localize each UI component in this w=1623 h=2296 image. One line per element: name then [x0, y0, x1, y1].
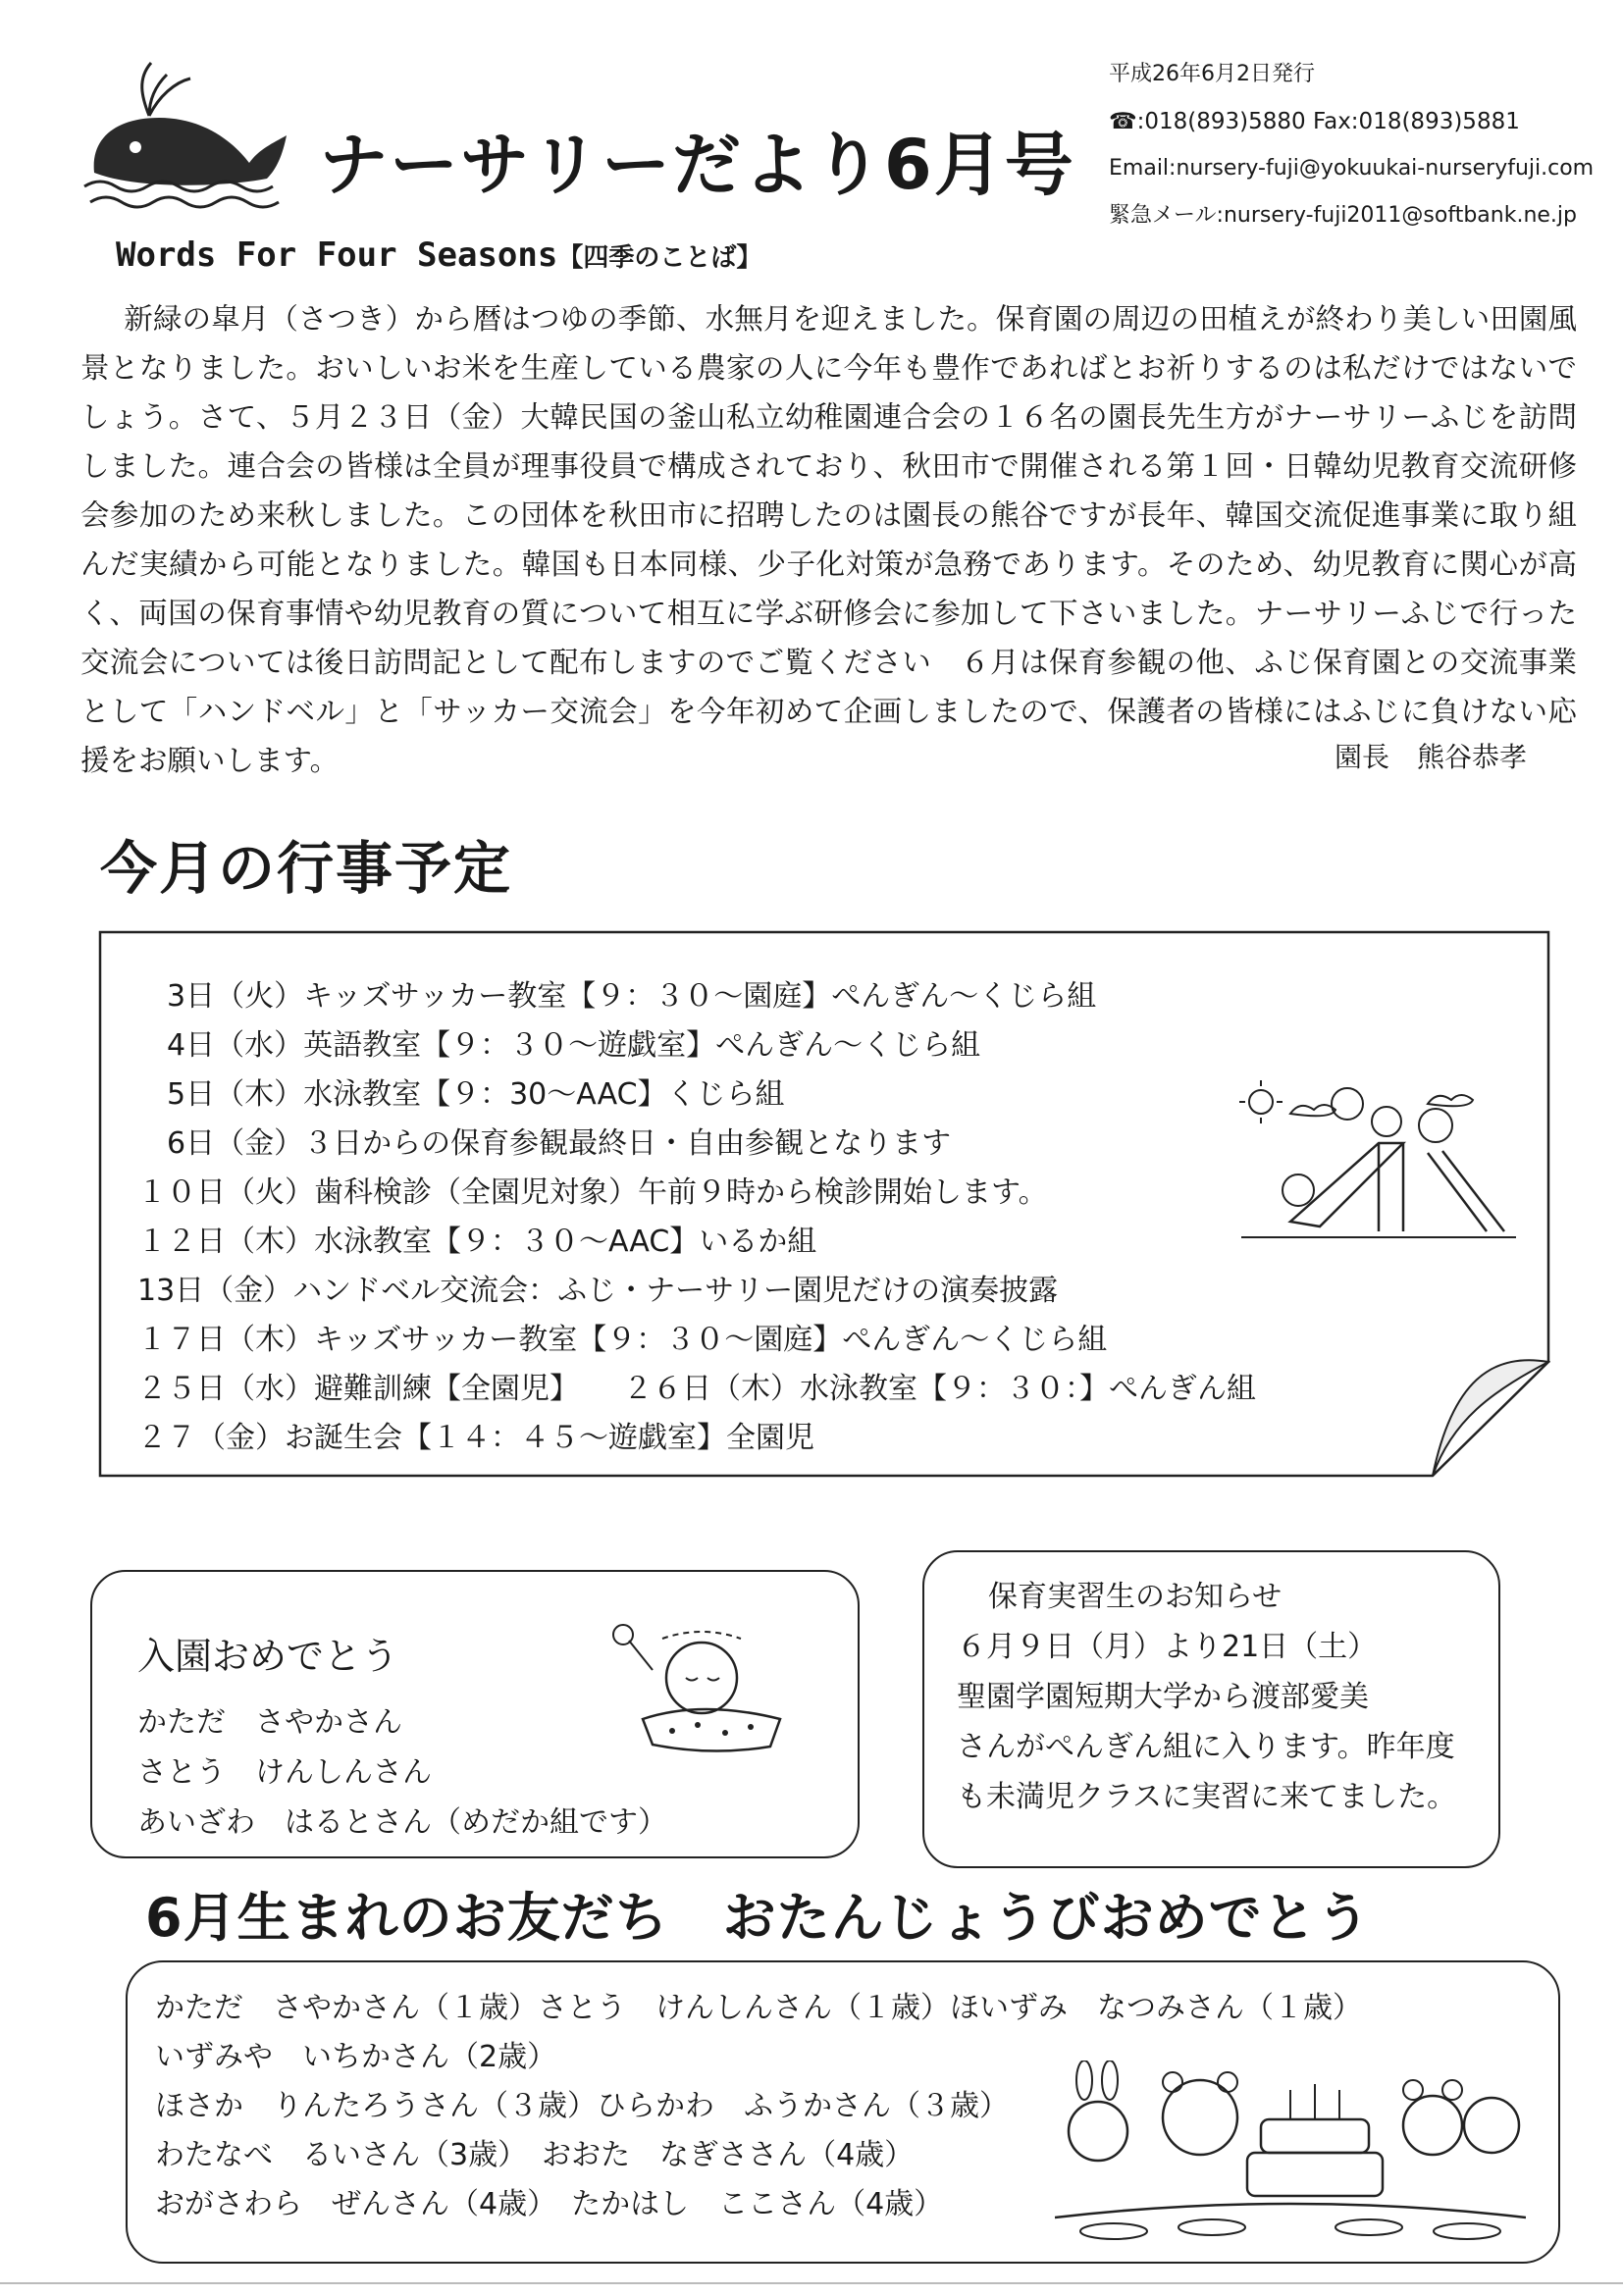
event-item: 3日（火）キッズサッカー教室【９：３０～園庭】ぺんぎん～くじら組: [137, 979, 1097, 1014]
whale-icon: [80, 57, 296, 214]
enrollment-name: さとう けんしんさん: [137, 1755, 432, 1790]
emergency-mail: 緊急メール:nursery-fuji2011@softbank.ne.jp: [1109, 203, 1577, 228]
seasons-heading-en: Words For Four Seasons: [116, 235, 558, 275]
principal-signature: 園長 熊谷恭孝: [1335, 741, 1528, 773]
birthday-line: おがさわら ぜんさん（4歳） たかはし ここさん（4歳）: [155, 2187, 944, 2221]
event-item: 13日（金）ハンドベル交流会：ふじ・ナーサリー園児だけの演奏披露: [137, 1274, 1059, 1308]
event-item: 6日（金）３日からの保育参観最終日・自由参観となります: [137, 1126, 952, 1161]
trainee-title: 保育実習生のお知らせ: [988, 1580, 1283, 1614]
sleeping-baby-icon: [603, 1609, 800, 1756]
events-heading: 今月の行事予定: [100, 835, 513, 902]
playground-slide-icon: [1231, 1074, 1521, 1251]
enrollment-list: [137, 1697, 667, 1848]
trainee-line: さんがぺんぎん組に入ります。昨年度: [957, 1730, 1455, 1764]
publication-info: [1109, 51, 1599, 239]
birthday-heading: 6月生まれのお友だち おたんじょうびおめでとう: [145, 1887, 1371, 1949]
event-item: ２７（金）お誕生会【１４：４５～遊戯室】全園児: [137, 1421, 814, 1455]
event-item: 5日（木）水泳教室【９：30～AAC】くじら組: [137, 1077, 785, 1112]
enrollment-name: かただ さやかさん: [137, 1705, 402, 1740]
event-item: ２５日（水）避難訓練【全園児】 ２６日（木）水泳教室【９：３０：】ぺんぎん組: [137, 1372, 1256, 1406]
phone-fax: ☎:018(893)5880 Fax:018(893)5881: [1109, 109, 1520, 134]
birthday-line: わたなべ るいさん（3歳） おおた なぎささん（4歳）: [155, 2138, 915, 2172]
newsletter-title: ナーサリーだより6月号: [319, 125, 1075, 205]
seasons-heading-jp: 【四季のことば】: [557, 243, 762, 273]
enrollment-name: あいざわ はるとさん（めだか組です）: [137, 1805, 667, 1840]
trainee-line: も未満児クラスに実習に来てました。: [957, 1780, 1457, 1814]
birthday-party-icon: [1055, 2061, 1526, 2247]
trainee-line: ６月９日（月）より21日（土）: [957, 1630, 1378, 1664]
enrollment-title: 入園おめでとう: [137, 1635, 399, 1678]
birthday-line: かただ さやかさん（１歳）さとう けんしんさん（１歳）ほいずみ なつみさん（１歳）: [155, 1991, 1362, 2025]
seasons-body: 新緑の皐月（さつき）から暦はつゆの季節、水無月を迎えました。保育園の周辺の田植えが終わり美しい田園風景となりました。おいしいお米を生産している農家の人に今年も豊作であればとお祈りするのは私だけではないでしょう。さて、５月２３日（金）大韓民国の釜山私立幼稚園連合会の１６名の園長先生方がナーサリーふじを訪問しました。連合会の皆様は全員が理事役員で構成されており、秋田市で開催される第１回・日韓幼児教育交流研修会参加のため来秋しました。この団体を秋田市に招聘したのは園長の熊谷ですが長年、韓国交流促進事業に取り組んだ実績から可能となりました。韓国も日本同様、少子化対策が急務であります。そのため、幼児教育に関心が高く、両国の保育事情や幼児教育の質について相互に学ぶ研修会に参加して下さいました。ナーサリーふじで行った交流会については後日訪問記として配布しますのでご覧ください ６月は保育参観の他、ふじ保育園との交流事業として「ハンドベル」と「サッカー交流会」を今年初めて企画しましたので、保護者の皆様にはふじに負けない応援をお願いします。: [80, 302, 1577, 777]
event-item: １２日（木）水泳教室【９：３０～AAC】いるか組: [137, 1225, 817, 1259]
birthday-line: いずみや いちかさん（2歳）: [155, 2040, 557, 2074]
birthday-line: ほさか りんたろうさん（３歳）ひらかわ ふうかさん（３歳）: [155, 2089, 1009, 2123]
event-item: 4日（水）英語教室【９：３０～遊戯室】ぺんぎん～くじら組: [137, 1028, 981, 1063]
bottom-divider: [0, 2282, 1623, 2284]
trainee-line: 聖園学園短期大学から渡部愛美: [957, 1680, 1369, 1714]
trainee-notice: [957, 1572, 1456, 1822]
issue-date: 平成26年6月2日発行: [1109, 62, 1315, 86]
event-item: １０日（火）歯科検診（全園児対象）午前９時から検診開始します。: [137, 1175, 1048, 1210]
event-item: １７日（木）キッズサッカー教室【９：３０～園庭】ぺんぎん～くじら組: [137, 1323, 1108, 1357]
email-address: Email:nursery-fuji@yokuukai-nurseryfuji.com: [1109, 156, 1595, 181]
seasons-heading: [116, 235, 761, 275]
